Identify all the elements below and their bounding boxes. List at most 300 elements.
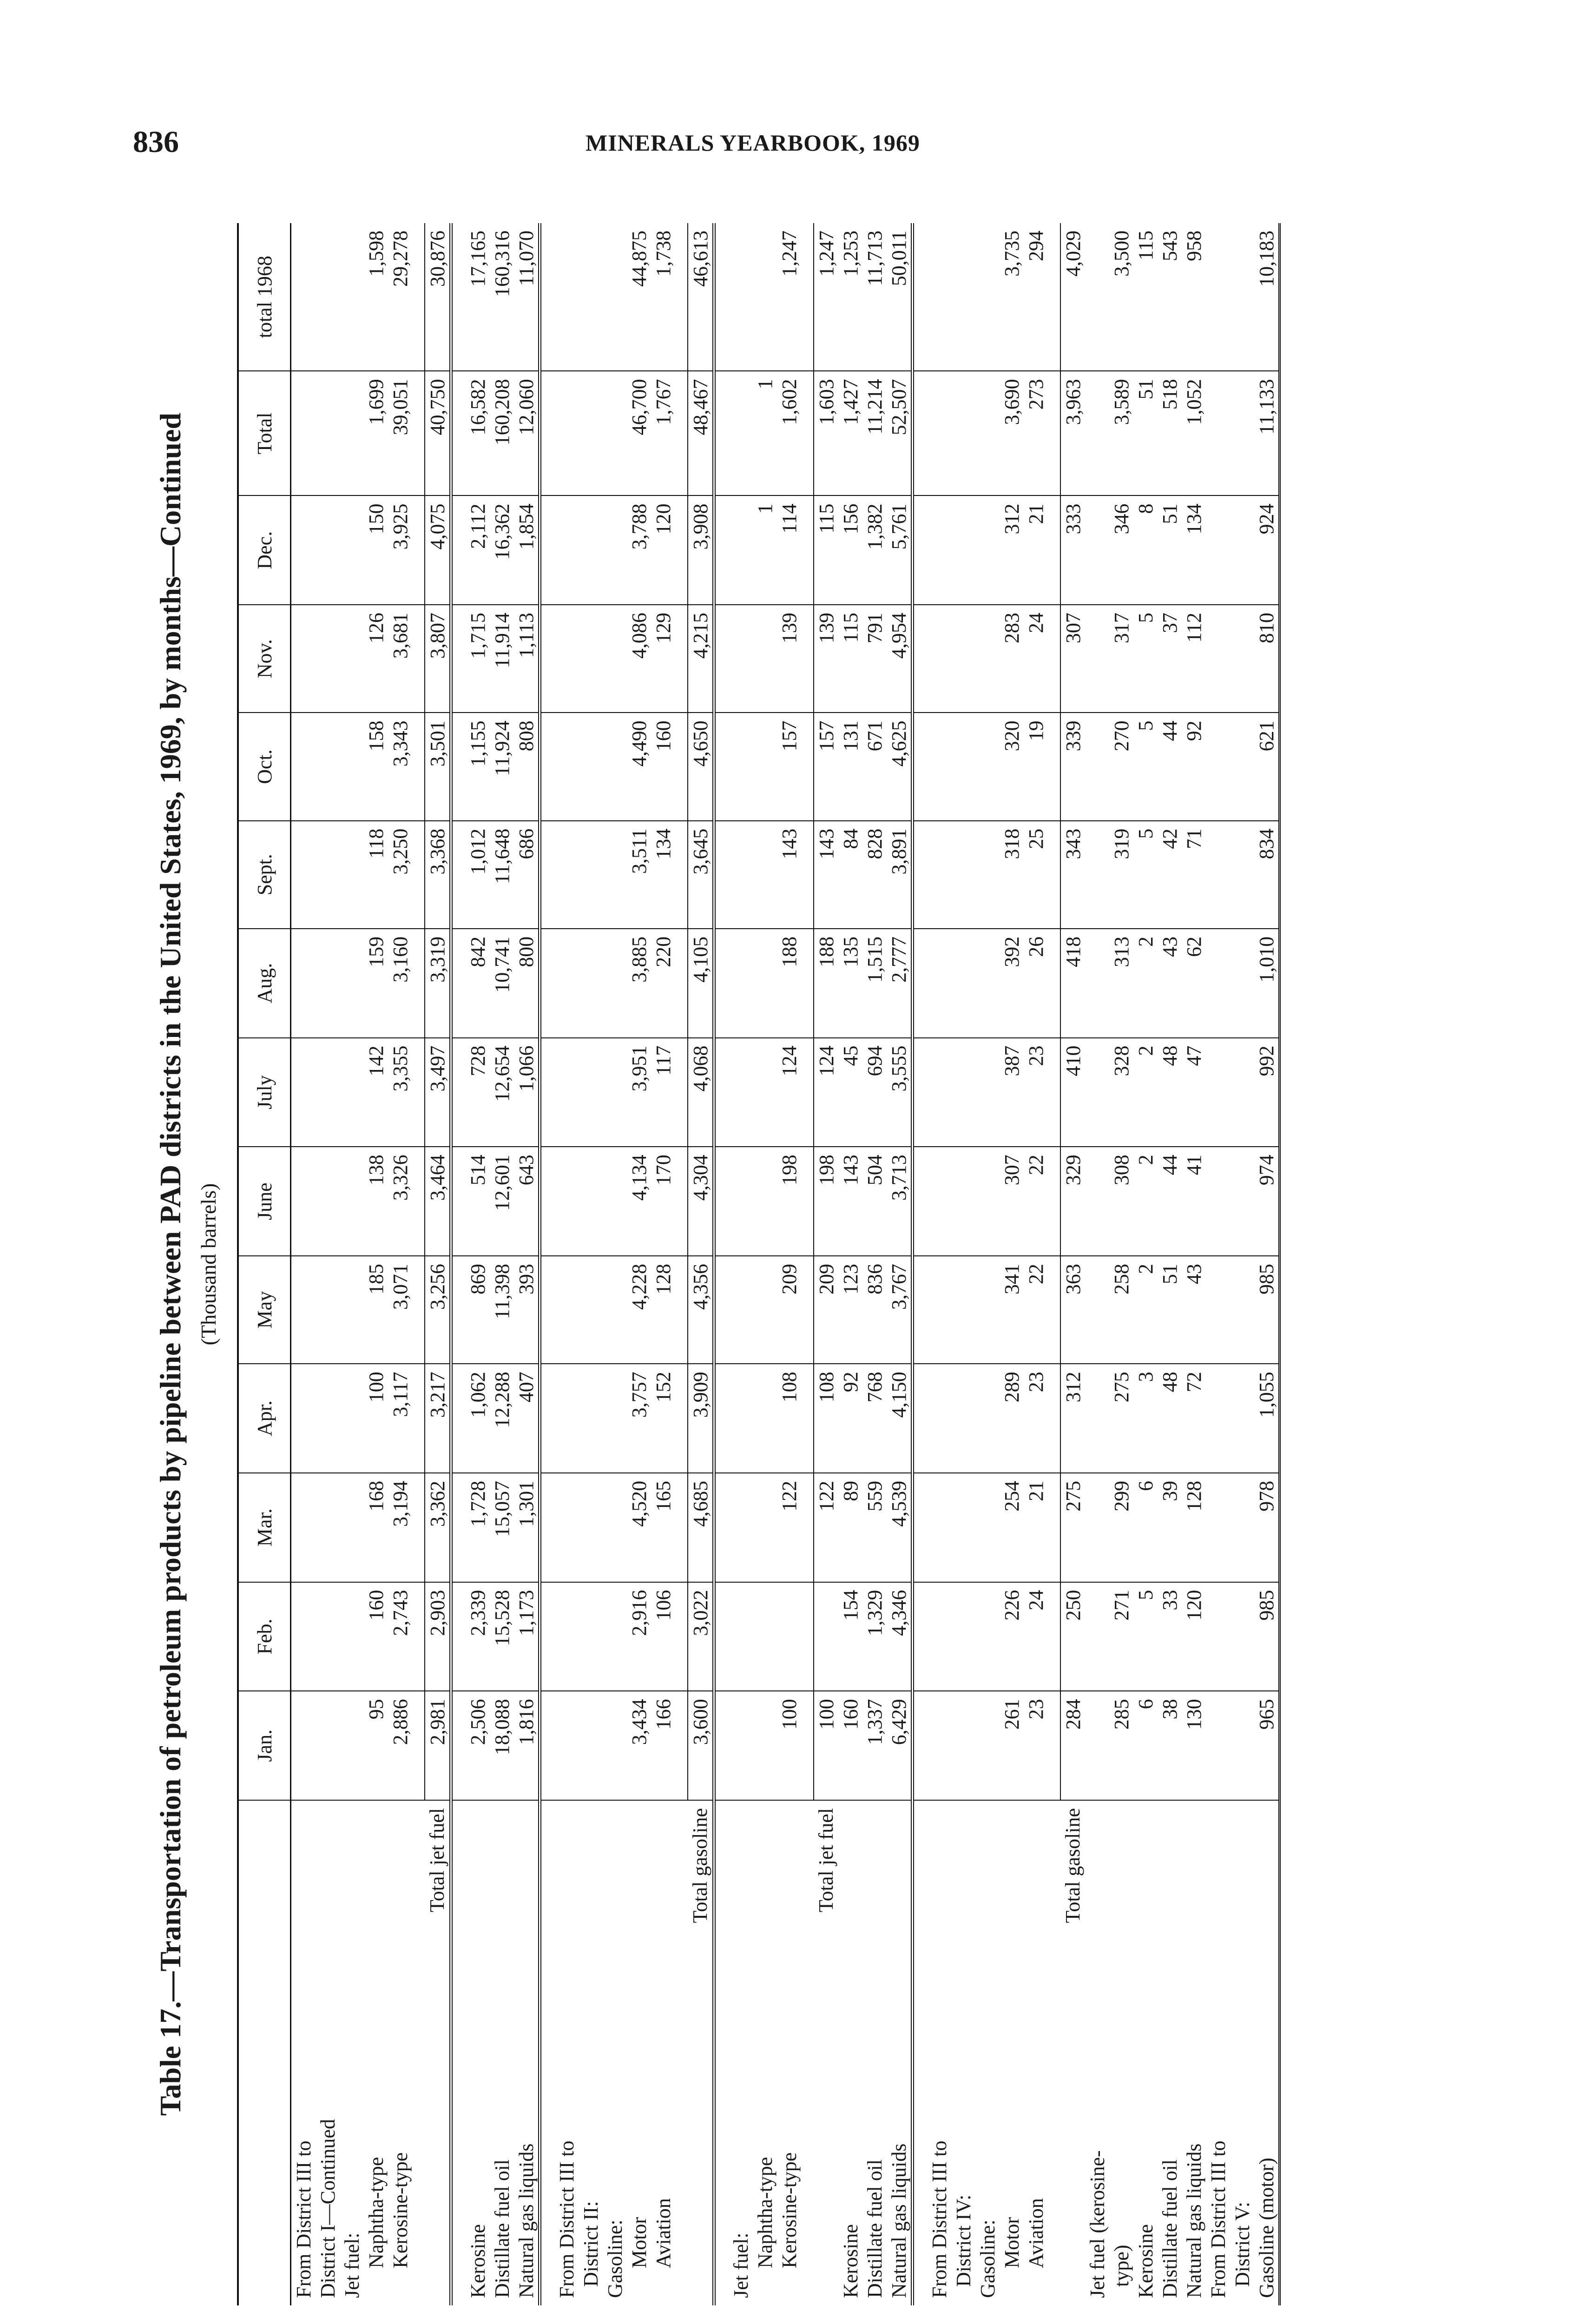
table-row (801, 223, 814, 2305)
table-cell (554, 1364, 579, 1473)
table-cell (579, 223, 603, 371)
table-cell (1206, 1473, 1230, 1582)
table-cell: 3,256 (425, 1256, 451, 1364)
table-cell (412, 1582, 425, 1691)
table-cell (579, 1147, 603, 1256)
row-label (675, 1800, 688, 2305)
row-label: Kerosine-type (388, 2152, 412, 2268)
table-cell: 313 (1109, 929, 1133, 1038)
table-cell (603, 1582, 627, 1691)
table-cell (316, 1038, 340, 1147)
table-cell: 869 (466, 1256, 490, 1364)
table-cell: 160 (364, 1582, 388, 1691)
table-cell: 4,029 (1060, 223, 1085, 371)
table-cell (1085, 1582, 1109, 1691)
table-cell (801, 1364, 814, 1473)
table-cell (913, 605, 928, 713)
table-row (814, 223, 838, 2305)
table-cell: 387 (1000, 1038, 1024, 1147)
table-row (490, 223, 514, 2305)
row-label: Naphtha-type (753, 2157, 777, 2268)
table-cell: 170 (651, 1147, 675, 1256)
table-cell: 10,741 (490, 929, 514, 1038)
table-cell: 2 (1133, 1038, 1158, 1147)
table-cell (1206, 1691, 1230, 1800)
table-cell (579, 929, 603, 1038)
table-row (1206, 223, 1230, 2305)
table-cell (975, 371, 1000, 495)
table-cell: 1,247 (814, 223, 838, 371)
table-cell: 24 (1024, 1582, 1048, 1691)
table-cell: 126 (364, 605, 388, 713)
table-cell (554, 223, 579, 371)
table-cell: 965 (1254, 1691, 1280, 1800)
table-cell: 1,816 (514, 1691, 540, 1800)
table-cell: 3,757 (627, 1364, 651, 1473)
table-cell: 3,690 (1000, 371, 1024, 495)
table-cell: 38 (1158, 1691, 1182, 1800)
row-label: Total jet fuel (815, 1808, 837, 1913)
table-cell: 115 (814, 495, 838, 605)
table-cell (975, 1038, 1000, 1147)
table-cell: 159 (364, 929, 388, 1038)
table-cell: 44,875 (627, 223, 651, 371)
table-cell (603, 1256, 627, 1364)
table-cell: 15,057 (490, 1473, 514, 1582)
table-cell (1230, 1147, 1254, 1256)
table-cell (603, 1147, 627, 1256)
table-cell: 5 (1133, 713, 1158, 820)
row-label (540, 1800, 555, 2305)
table-cell: 834 (1254, 821, 1280, 929)
table-row (975, 223, 1000, 2305)
table-cell (951, 929, 975, 1038)
table-cell: 1,055 (1254, 1364, 1280, 1473)
table-cell (675, 929, 688, 1038)
table-cell (451, 713, 466, 820)
table-cell: 1,767 (651, 371, 675, 495)
table-cell: 3,319 (425, 929, 451, 1038)
table-cell (451, 371, 466, 495)
table-cell: 514 (466, 1147, 490, 1256)
table-cell: 2 (1133, 1256, 1158, 1364)
table-cell (729, 223, 753, 371)
row-label: District V: (1231, 2202, 1254, 2287)
table-cell (291, 1691, 316, 1800)
table-row (579, 223, 603, 2305)
table-cell (913, 223, 928, 371)
table-cell (540, 713, 555, 820)
table-cell (951, 1147, 975, 1256)
table-cell (801, 713, 814, 820)
table-cell: 283 (1000, 605, 1024, 713)
table-cell: 11,214 (862, 371, 887, 495)
table-cell (975, 1473, 1000, 1582)
table-cell (540, 929, 555, 1038)
table-cell: 45 (838, 1038, 862, 1147)
table-cell (451, 1473, 466, 1582)
table-row (451, 223, 466, 2305)
table-cell: 71 (1182, 821, 1206, 929)
row-label: From District III to (292, 2140, 315, 2298)
table-cell (340, 495, 364, 605)
table-cell (753, 1364, 777, 1473)
table-cell: 106 (651, 1582, 675, 1691)
table-cell (714, 1691, 729, 1800)
table-cell (801, 1582, 814, 1691)
table-cell (951, 713, 975, 820)
table-cell: 100 (814, 1691, 838, 1800)
table-cell (1048, 1038, 1060, 1147)
table-cell (729, 495, 753, 605)
table-cell (1048, 1473, 1060, 1582)
table-cell (1230, 223, 1254, 371)
table-cell: 134 (1182, 495, 1206, 605)
table-cell: 160,316 (490, 223, 514, 371)
table-cell (603, 1691, 627, 1800)
table-cell (554, 1038, 579, 1147)
table-cell (451, 1256, 466, 1364)
table-cell: 95 (364, 1691, 388, 1800)
table-cell: 3,600 (688, 1691, 714, 1800)
table-row (388, 223, 412, 2305)
table-cell (412, 371, 425, 495)
table-cell (729, 1691, 753, 1800)
table-cell (554, 495, 579, 605)
table-cell (1230, 1256, 1254, 1364)
table-cell (927, 1256, 951, 1364)
table-cell: 346 (1109, 495, 1133, 605)
table-cell: 6,429 (887, 1691, 913, 1800)
table-cell: 120 (1182, 1582, 1206, 1691)
row-label (714, 1800, 729, 2305)
table-cell: 643 (514, 1147, 540, 1256)
table-cell (412, 223, 425, 371)
table-cell (675, 223, 688, 371)
table-cell: 220 (651, 929, 675, 1038)
row-label: Motor (1000, 2217, 1023, 2268)
table-cell: 165 (651, 1473, 675, 1582)
table-cell: 17,165 (466, 223, 490, 371)
table-cell: 130 (1182, 1691, 1206, 1800)
table-cell (540, 821, 555, 929)
table-cell (451, 605, 466, 713)
table-cell: 393 (514, 1256, 540, 1364)
table-cell: 621 (1254, 713, 1280, 820)
table-cell (1230, 1582, 1254, 1691)
table-cell: 284 (1060, 1691, 1085, 1800)
table-cell (801, 1038, 814, 1147)
table-cell (554, 821, 579, 929)
table-cell: 40,750 (425, 371, 451, 495)
table-cell: 11,070 (514, 223, 540, 371)
table-cell (291, 371, 316, 495)
table-cell: 3,022 (688, 1582, 714, 1691)
table-cell (554, 605, 579, 713)
table-cell (1206, 1582, 1230, 1691)
table-cell: 1 (753, 495, 777, 605)
table-cell: 1,173 (514, 1582, 540, 1691)
table-cell: 160 (838, 1691, 862, 1800)
table-cell: 100 (364, 1364, 388, 1473)
table-cell (340, 1038, 364, 1147)
table-cell: 188 (777, 929, 801, 1038)
table-cell (603, 821, 627, 929)
table-cell (316, 495, 340, 605)
table-cell (675, 821, 688, 929)
table-cell (729, 1582, 753, 1691)
table-cell (1230, 821, 1254, 929)
table-cell (927, 223, 951, 371)
table-cell: 1,382 (862, 495, 887, 605)
table-cell (714, 713, 729, 820)
row-label: Kerosine (1134, 2224, 1157, 2298)
table-cell: 317 (1109, 605, 1133, 713)
table-cell: 1,253 (838, 223, 862, 371)
table-cell: 3,368 (425, 821, 451, 929)
table-cell (1085, 713, 1109, 820)
column-header: Apr. (238, 1364, 291, 1473)
table-cell: 3,362 (425, 1473, 451, 1582)
table-cell (579, 495, 603, 605)
table-cell: 114 (777, 495, 801, 605)
table-cell (540, 1147, 555, 1256)
table-cell: 270 (1109, 713, 1133, 820)
table-cell: 160 (651, 713, 675, 820)
table-cell (801, 223, 814, 371)
table-cell (951, 1038, 975, 1147)
table-cell (975, 1256, 1000, 1364)
table-cell: 3,788 (627, 495, 651, 605)
table-cell: 3,501 (425, 713, 451, 820)
table-cell: 1,854 (514, 495, 540, 605)
table-cell: 410 (1060, 1038, 1085, 1147)
table-cell (540, 1691, 555, 1800)
table-cell (1085, 1364, 1109, 1473)
table-cell: 33 (1158, 1582, 1182, 1691)
table-cell (927, 1473, 951, 1582)
table-cell (1048, 605, 1060, 713)
table-cell (951, 821, 975, 929)
table-cell (675, 1038, 688, 1147)
table-cell: 131 (838, 713, 862, 820)
table-cell: 791 (862, 605, 887, 713)
row-label (801, 1800, 814, 2305)
table-cell: 1,052 (1182, 371, 1206, 495)
table-cell: 1,247 (777, 223, 801, 371)
table-cell: 686 (514, 821, 540, 929)
table-cell: 209 (814, 1256, 838, 1364)
table-cell (675, 371, 688, 495)
table-cell (675, 1582, 688, 1691)
table-cell: 5 (1133, 821, 1158, 929)
table-cell: 333 (1060, 495, 1085, 605)
table-row (1085, 223, 1109, 2305)
table-cell: 1,113 (514, 605, 540, 713)
table-cell: 124 (814, 1038, 838, 1147)
table-cell: 18,088 (490, 1691, 514, 1800)
table-cell: 285 (1109, 1691, 1133, 1800)
table-cell: 1,598 (364, 223, 388, 371)
table-cell (451, 1038, 466, 1147)
table-cell (1085, 371, 1109, 495)
table-cell (714, 1582, 729, 1691)
table-cell (1048, 929, 1060, 1038)
table-row (675, 223, 688, 2305)
table-cell (412, 605, 425, 713)
table-cell: 12,288 (490, 1364, 514, 1473)
table-cell: 108 (814, 1364, 838, 1473)
row-label: Natural gas liquids (887, 2143, 910, 2298)
table-cell (340, 371, 364, 495)
table-cell: 985 (1254, 1256, 1280, 1364)
table-cell (579, 371, 603, 495)
table-cell (451, 1364, 466, 1473)
table-cell: 3,885 (627, 929, 651, 1038)
row-label: Jet fuel (kerosine- (1086, 2150, 1109, 2298)
table-cell (951, 1256, 975, 1364)
table-cell (975, 1147, 1000, 1256)
table-cell (340, 1582, 364, 1691)
table-cell (913, 1473, 928, 1582)
table-cell: 250 (1060, 1582, 1085, 1691)
table-cell (801, 1147, 814, 1256)
row-label: Naphtha-type (364, 2157, 388, 2268)
table-row (1133, 223, 1158, 2305)
table-cell (801, 495, 814, 605)
table-cell: 4,150 (887, 1364, 913, 1473)
table-cell: 11,133 (1254, 371, 1280, 495)
table-cell (316, 1582, 340, 1691)
table-cell (412, 821, 425, 929)
table-cell (729, 371, 753, 495)
table-cell: 329 (1060, 1147, 1085, 1256)
table-cell: 4,134 (627, 1147, 651, 1256)
table-cell (603, 1364, 627, 1473)
table-cell (975, 495, 1000, 605)
table-cell: 392 (1000, 929, 1024, 1038)
table-cell: 4,068 (688, 1038, 714, 1147)
table-cell (316, 1256, 340, 1364)
table-cell: 3,355 (388, 1038, 412, 1147)
table-cell: 48 (1158, 1364, 1182, 1473)
table-cell: 198 (814, 1147, 838, 1256)
table-cell (913, 1691, 928, 1800)
running-head: MINERALS YEARBOOK, 1969 (586, 130, 920, 156)
table-cell (554, 929, 579, 1038)
table-cell (729, 1038, 753, 1147)
table-cell: 4,954 (887, 605, 913, 713)
table-cell: 3,681 (388, 605, 412, 713)
table-cell: 3,160 (388, 929, 412, 1038)
table-cell (554, 1582, 579, 1691)
table-cell: 124 (777, 1038, 801, 1147)
table-cell: 138 (364, 1147, 388, 1256)
table-cell: 504 (862, 1147, 887, 1256)
table-cell (1085, 1147, 1109, 1256)
table-cell (1048, 821, 1060, 929)
table-cell: 168 (364, 1473, 388, 1582)
table-row (1109, 223, 1133, 2305)
table-cell: 209 (777, 1256, 801, 1364)
table-cell (291, 1364, 316, 1473)
table-cell (814, 1582, 838, 1691)
table-cell (291, 1582, 316, 1691)
table-cell: 11,648 (490, 821, 514, 929)
table-row (603, 223, 627, 2305)
table-cell: 289 (1000, 1364, 1024, 1473)
table-cell: 1,699 (364, 371, 388, 495)
table-cell (291, 929, 316, 1038)
table-cell (913, 1364, 928, 1473)
column-header: June (238, 1147, 291, 1256)
table-cell (291, 605, 316, 713)
row-label: Kerosine-type (777, 2152, 801, 2268)
table-cell (975, 713, 1000, 820)
table-cell: 3,908 (688, 495, 714, 605)
table-cell (451, 495, 466, 605)
table-cell (1206, 713, 1230, 820)
table-cell (1230, 495, 1254, 605)
table-cell (1206, 1038, 1230, 1147)
table-cell: 728 (466, 1038, 490, 1147)
table-cell (1206, 1147, 1230, 1256)
table-cell (603, 1038, 627, 1147)
table-cell: 39 (1158, 1473, 1182, 1582)
table-cell: 341 (1000, 1256, 1024, 1364)
table-cell (753, 223, 777, 371)
table-cell (1048, 1147, 1060, 1256)
table-cell: 118 (364, 821, 388, 929)
row-label: Jet fuel: (729, 2232, 752, 2298)
table-cell: 810 (1254, 605, 1280, 713)
table-cell (340, 223, 364, 371)
table-cell: 12,601 (490, 1147, 514, 1256)
table-cell: 1,427 (838, 371, 862, 495)
table-cell (1230, 1691, 1254, 1800)
table-cell (412, 929, 425, 1038)
table-cell (801, 1256, 814, 1364)
table-cell: 1,728 (466, 1473, 490, 1582)
table-cell: 1,155 (466, 713, 490, 820)
table-row (466, 223, 490, 2305)
table-cell (451, 1147, 466, 1256)
table-cell: 3,071 (388, 1256, 412, 1364)
table-cell: 11,398 (490, 1256, 514, 1364)
table-cell: 5,761 (887, 495, 913, 605)
column-header: Aug. (238, 929, 291, 1038)
table-cell: 261 (1000, 1691, 1024, 1800)
row-label: District IV: (952, 2194, 975, 2287)
table-cell (913, 713, 928, 820)
column-header: Total (238, 371, 291, 495)
table-cell: 22 (1024, 1147, 1048, 1256)
table-row (316, 223, 340, 2305)
table-cell: 62 (1182, 929, 1206, 1038)
table-cell: 3,951 (627, 1038, 651, 1147)
table-cell (579, 1364, 603, 1473)
table-cell (412, 1473, 425, 1582)
column-header: Mar. (238, 1473, 291, 1582)
table-cell: 1,715 (466, 605, 490, 713)
table-cell: 2 (1133, 929, 1158, 1038)
column-header: May (238, 1256, 291, 1364)
table-body (291, 223, 1280, 2305)
table-cell (753, 1038, 777, 1147)
table-cell (340, 1256, 364, 1364)
table-cell (1085, 1256, 1109, 1364)
table-cell: 108 (777, 1364, 801, 1473)
